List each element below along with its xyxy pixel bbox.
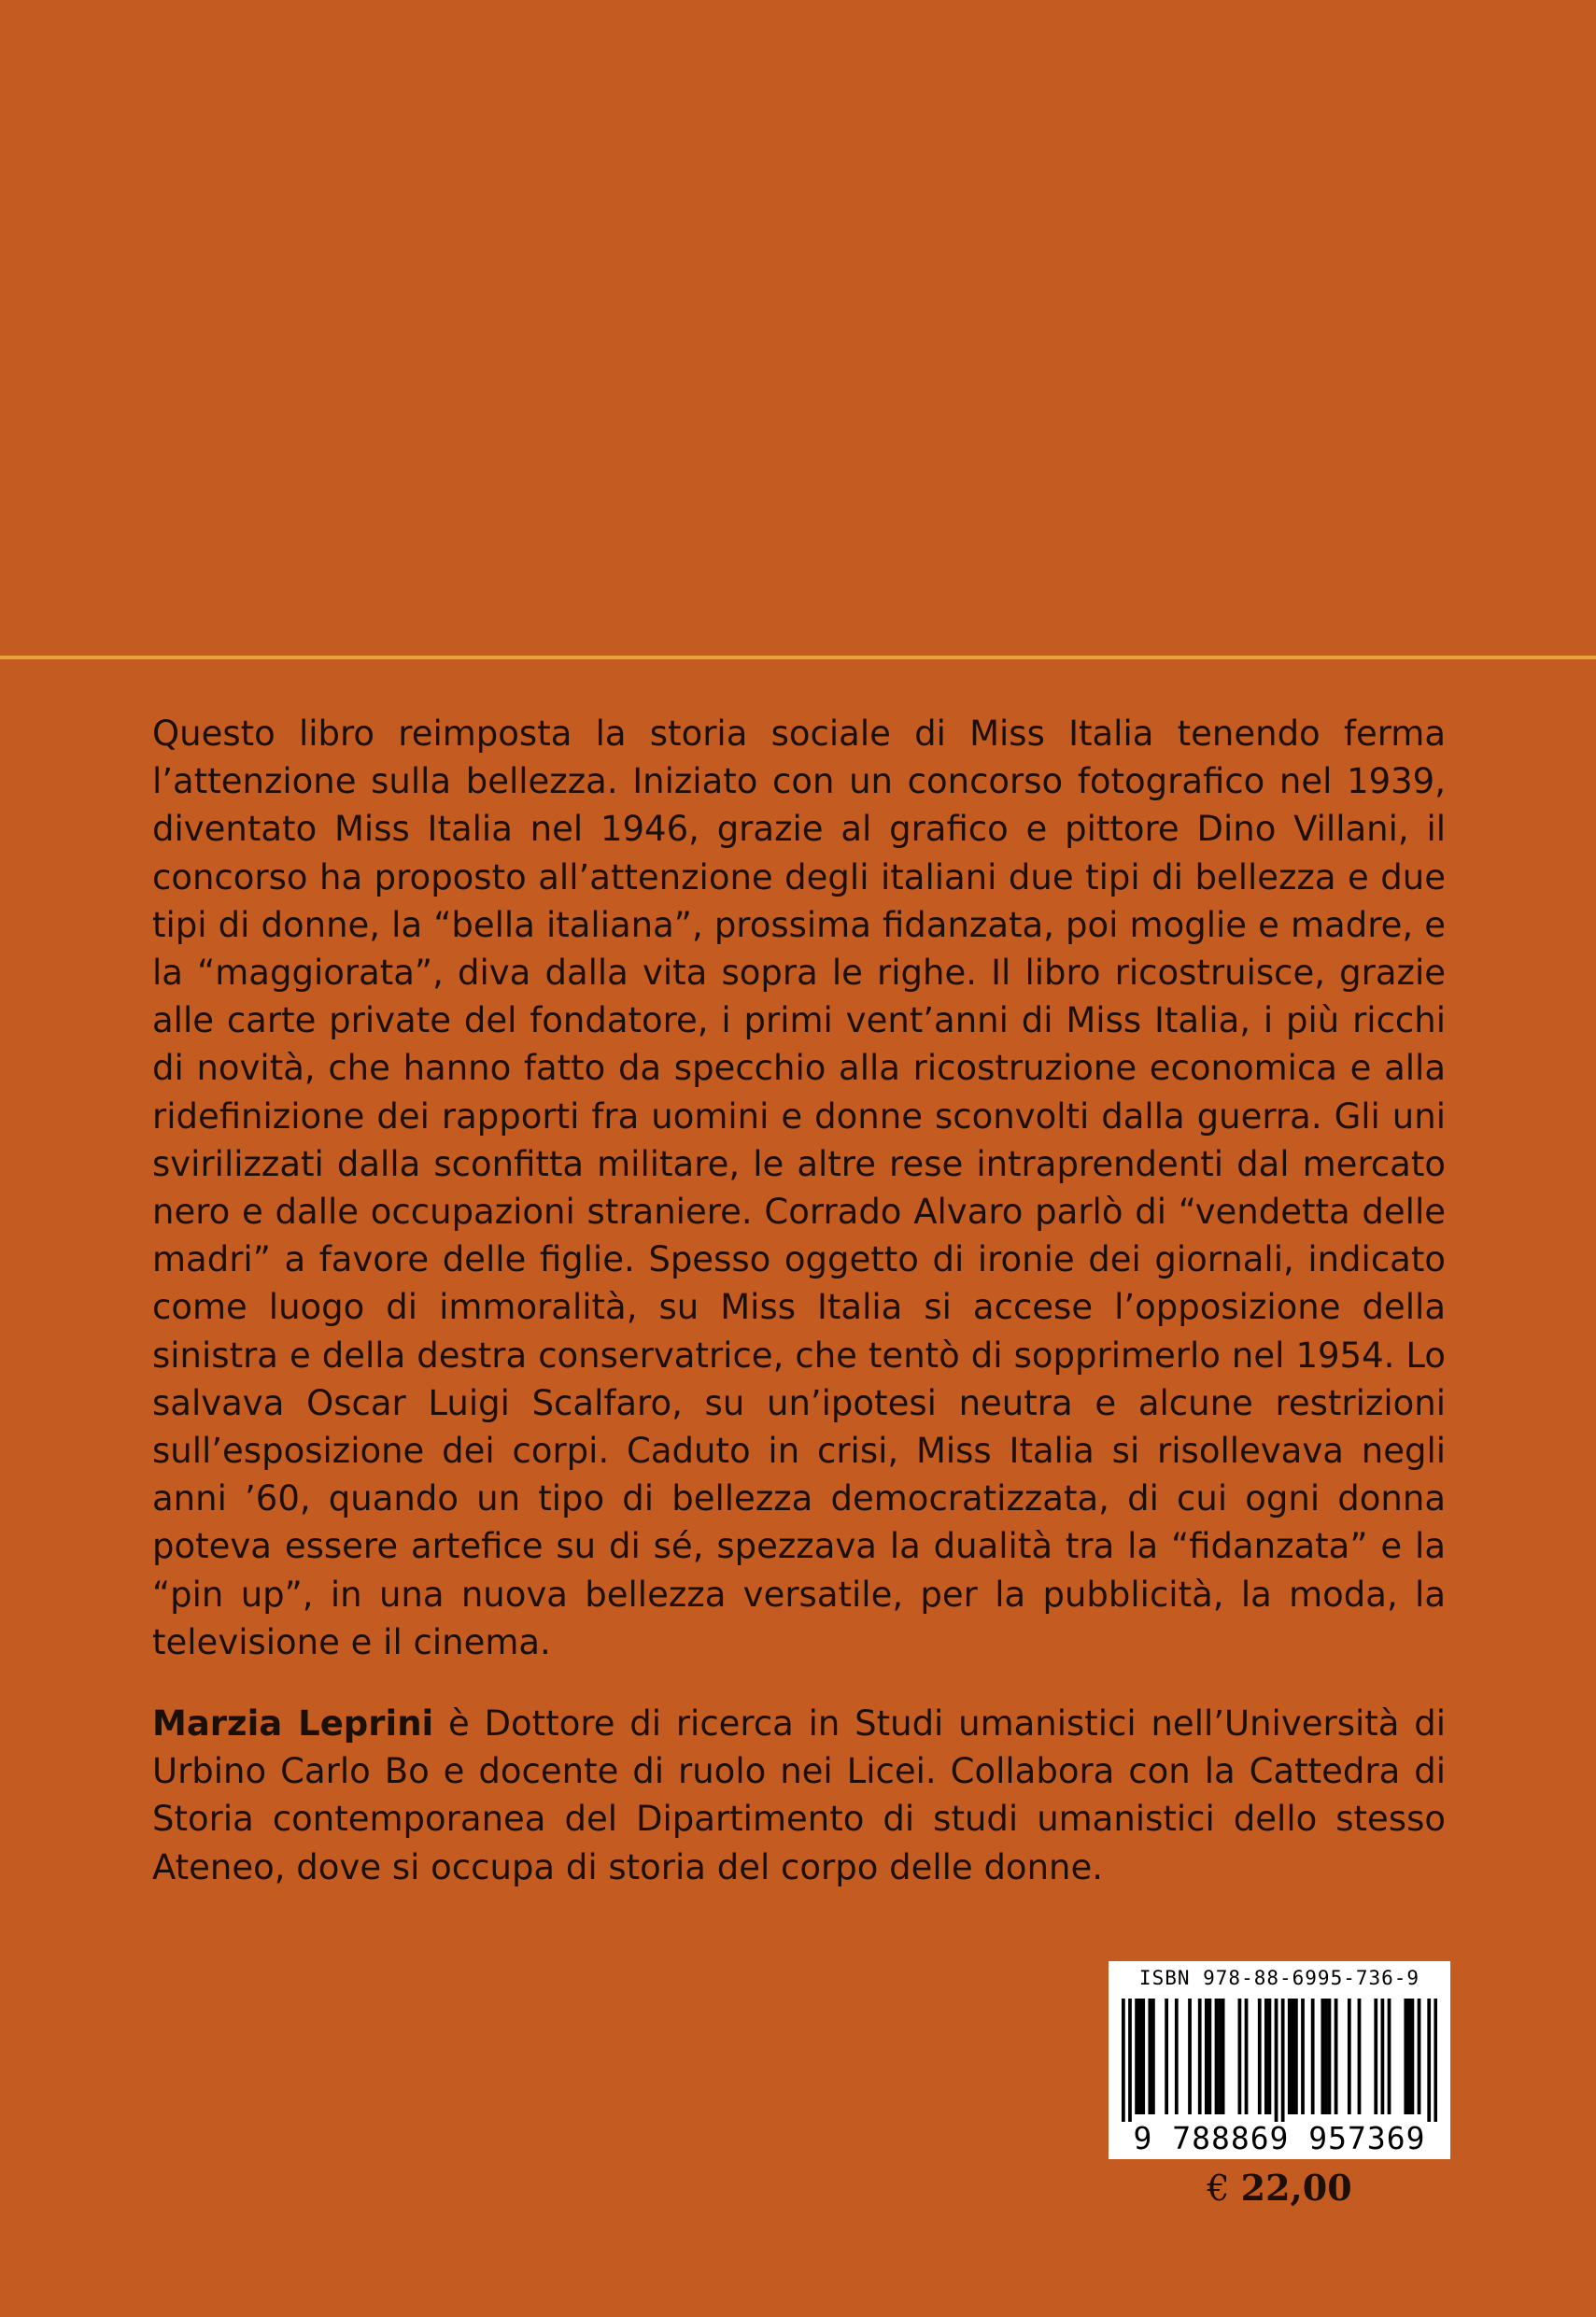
price-currency: €: [1207, 2168, 1230, 2209]
barcode-bar: [1407, 1999, 1411, 2114]
divider-rule: [0, 656, 1596, 659]
price-amount: 22,00: [1240, 2167, 1352, 2209]
barcode-box: [1109, 1961, 1450, 2159]
barcode-bar: [1281, 1999, 1285, 2122]
barcode-bar: [1411, 1999, 1415, 2114]
price: [1109, 2167, 1450, 2209]
barcode-bar: [1418, 1999, 1421, 2114]
barcode-bar: [1218, 1999, 1222, 2114]
barcode-bar: [1427, 1999, 1431, 2122]
barcode-bar: [1128, 1999, 1132, 2122]
barcode-bar: [1198, 1999, 1202, 2114]
barcode-bar: [1328, 1999, 1332, 2114]
isbn-label: ISBN 978-88-6995-736-9: [1138, 1967, 1420, 1989]
barcode-bar: [1374, 1999, 1377, 2114]
barcode-bar: [1122, 1999, 1125, 2122]
barcode-bar: [1311, 1999, 1315, 2114]
barcode-bar: [1245, 1999, 1249, 2114]
author-bio-text: è Dottore di ricerca in Studi umanistici nell’Università di Urbino Carlo Bo e docente di ruolo nei Licei. Collabora con la Cattedra di Storia contemporanea del Dipartimento di studi umanistici dello stesso Ateneo, dove si occupa di storia del corpo delle donne.: [152, 1703, 1446, 1887]
barcode-bar: [1165, 1999, 1168, 2114]
barcode-bar: [1148, 1999, 1151, 2114]
barcode-bar: [1434, 1999, 1437, 2122]
barcode-bar: [1291, 1999, 1294, 2114]
barcode-bar: [1208, 1999, 1212, 2114]
barcode-bar: [1388, 1999, 1391, 2114]
barcode-bar: [1301, 1999, 1305, 2114]
barcode-bar: [1358, 1999, 1362, 2114]
barcode-bar: [1404, 1999, 1407, 2114]
barcode-bar: [1294, 1999, 1298, 2114]
barcode-bar: [1264, 1999, 1268, 2114]
barcode-bar: [1141, 1999, 1145, 2114]
barcode-icon: [1122, 1999, 1437, 2122]
author-bio: [152, 1700, 1446, 1891]
barcode-bar: [1135, 1999, 1138, 2114]
barcode-bar: [1138, 1999, 1142, 2114]
barcode-bar: [1188, 1999, 1192, 2114]
barcode-bar: [1205, 1999, 1208, 2114]
barcode-bar: [1381, 1999, 1385, 2114]
barcode-bar: [1321, 1999, 1324, 2114]
ean-digits: 9 788869 957369: [1133, 2120, 1426, 2156]
author-name: Marzia Leprini: [152, 1703, 434, 1744]
barcode-bar: [1275, 1999, 1278, 2122]
barcode-bar: [1324, 1999, 1328, 2114]
barcode-bar: [1268, 1999, 1272, 2114]
barcode-bar: [1151, 1999, 1155, 2114]
barcode-bar: [1348, 1999, 1351, 2114]
book-description: Questo libro reimposta la storia sociale di Miss Italia tenendo ferma l’attenzione sulla bellezza. Iniziato con un concorso fotografico nel 1939, diventato Miss Italia nel 1946, grazie al grafico e pittore Dino Villani, il concorso ha proposto all’attenzione degli italiani due tipi di bellezza e due tipi di donne, la “bella italiana”, prossima fidanzata, poi moglie e madre, e la “maggiorata”, diva dalla vita sopra le righe. Il libro ricostruisce, grazie alle carte private del fondatore, i primi vent’anni di Miss Italia, i più ricchi di novità, che hanno fatto da specchio alla ricostruzione economica e alla ridefinizione dei rapporti fra uomini e donne sconvolti dalla guerra. Gli uni svirilizzati dalla sconfitta militare, le altre rese intraprendenti dal mercato nero e dalle occupazioni straniere. Corrado Alvaro parlò di “vendetta delle madri” a favore delle figlie. Spesso oggetto di ironie dei giornali, indicato come luogo di immoralità, su Miss Italia si accese l’opposizione della sinistra e della destra conservatrice, che tentò di sopprimerlo nel 1954. Lo salvava Oscar Luigi Scalfaro, su un’ipotesi neutra e alcune restrizioni sull’esposizione dei corpi. Caduto in crisi, Miss Italia si risollevava negli anni ’60, quando un tipo di bellezza democratizzata, di cui ogni donna poteva essere artefice su di sé, spezzava la dualità tra la “fidanzata” e la “pin up”, in una nuova bellezza versatile, per la pubblicità, la moda, la televisione e il cinema.: [152, 713, 1446, 1662]
barcode-bar: [1335, 1999, 1338, 2114]
barcode-bar: [1288, 1999, 1292, 2114]
barcode-bar: [1238, 1999, 1242, 2114]
barcode-bar: [1215, 1999, 1219, 2114]
barcode-bar: [1175, 1999, 1179, 2114]
barcode-bar: [1222, 1999, 1225, 2114]
barcode-bar: [1258, 1999, 1262, 2114]
